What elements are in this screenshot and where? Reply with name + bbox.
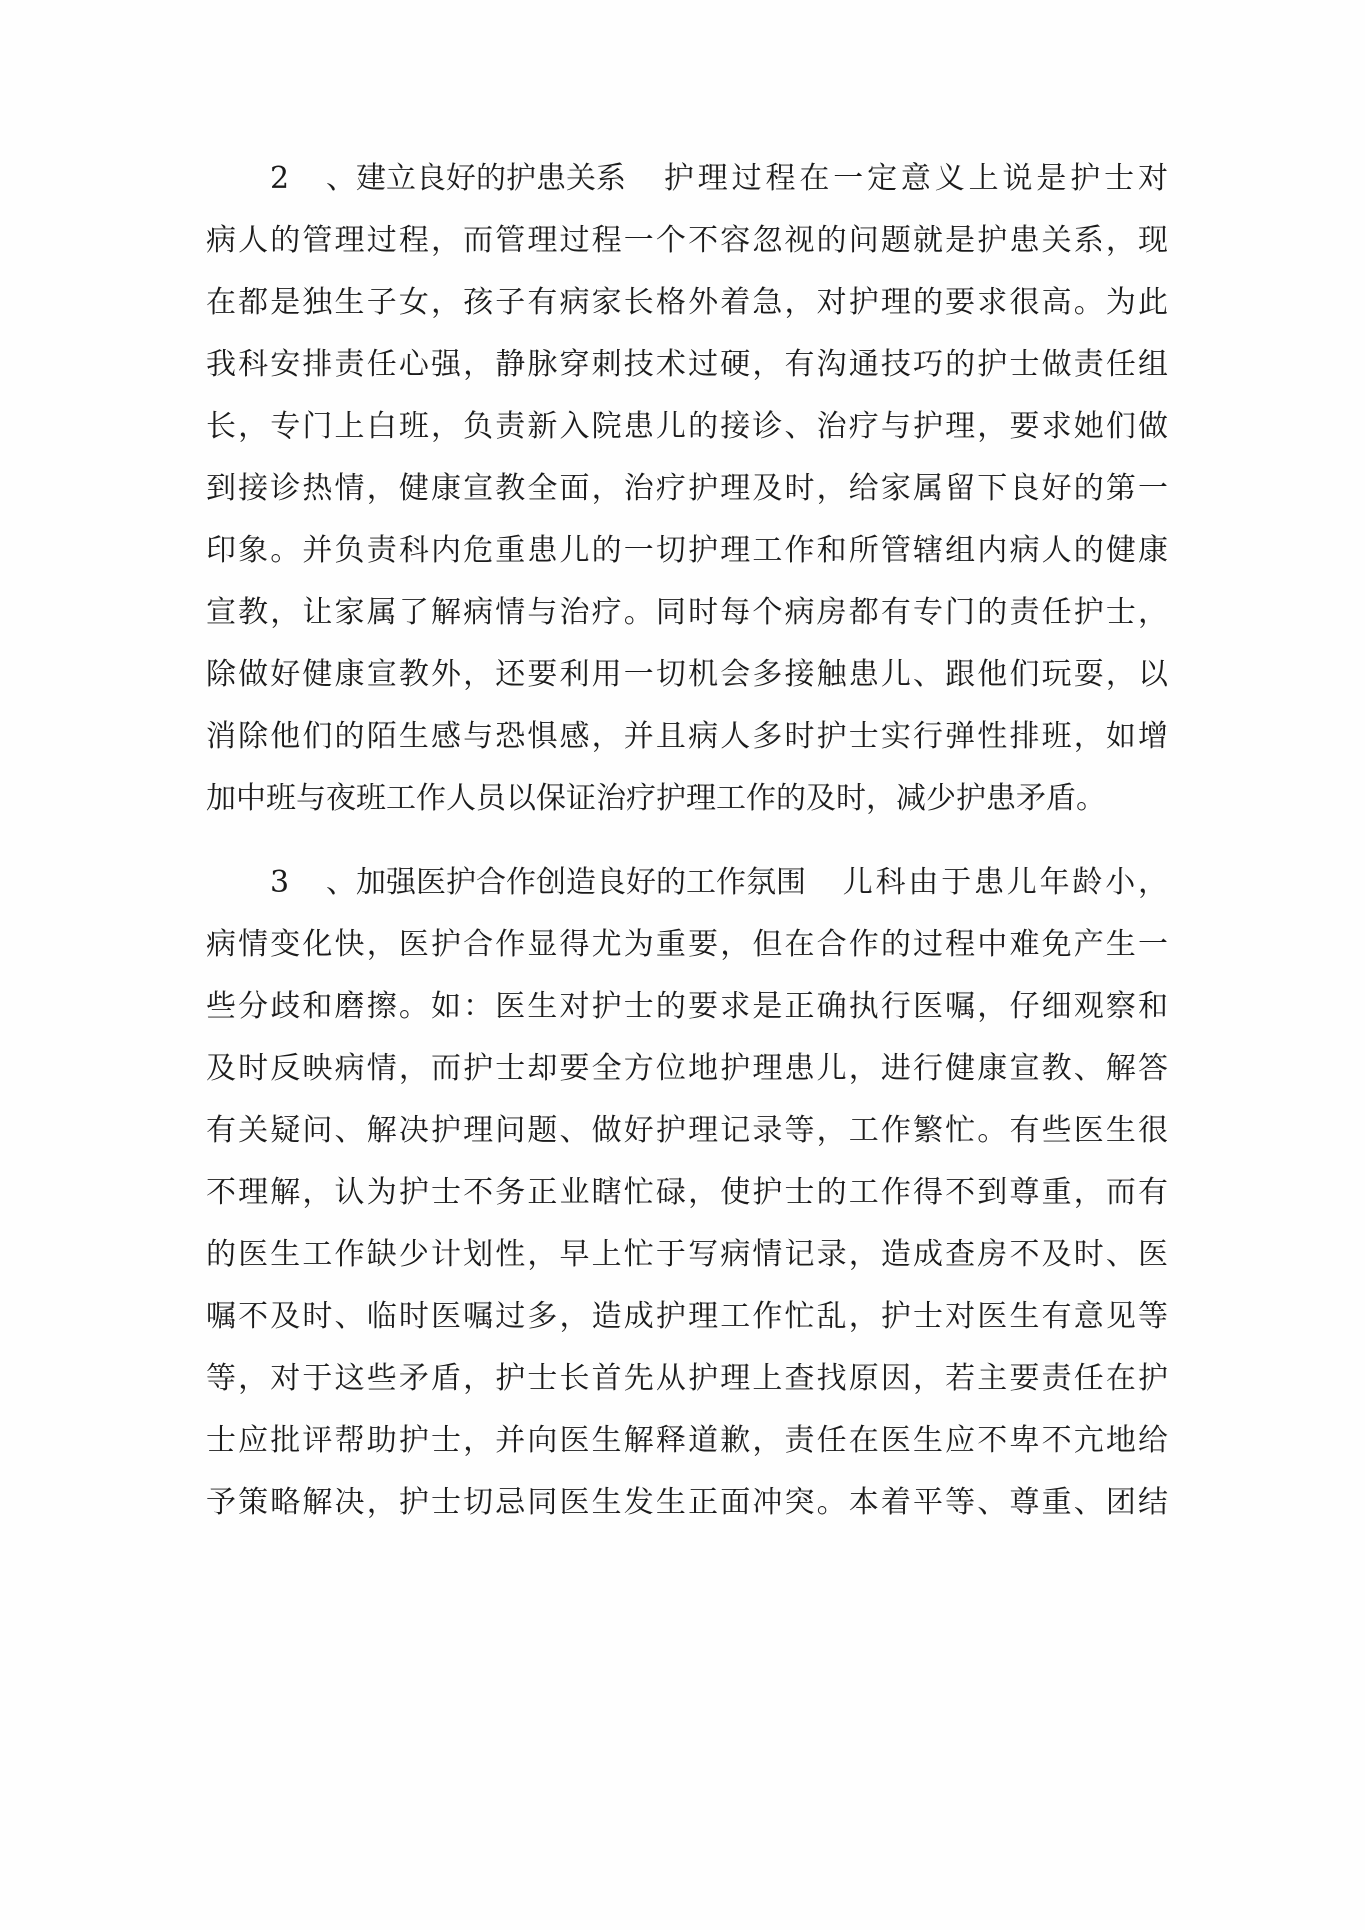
text-line: 印象。并负责科内危重患儿的一切护理工作和所管辖组内病人的健康 <box>206 533 1168 568</box>
paragraph-nurse-patient-relationship <box>206 148 1168 830</box>
section-heading: 、建立良好的护患关系 <box>326 161 626 196</box>
text-line: 宣教，让家属了解病情与治疗。同时每个病房都有专门的责任护士， <box>206 595 1168 630</box>
text-line: 到接诊热情，健康宣教全面，治疗护理及时，给家属留下良好的第一 <box>206 471 1168 506</box>
text-line: 予策略解决，护士切忌同医生发生正面冲突。本着平等、尊重、团结 <box>206 1485 1168 1520</box>
text-line: 有关疑问、解决护理问题、做好护理记录等，工作繁忙。有些医生很 <box>206 1113 1168 1148</box>
text-line: 些分歧和磨擦。如：医生对护士的要求是正确执行医嘱，仔细观察和 <box>206 989 1168 1024</box>
text-line: 及时反映病情，而护士却要全方位地护理患儿，进行健康宣教、解答 <box>206 1051 1168 1086</box>
text-line: 在都是独生子女，孩子有病家长格外着急，对护理的要求很高。为此 <box>206 285 1168 320</box>
paragraph-first-line <box>206 852 1168 914</box>
section-number: 2 <box>270 161 290 196</box>
text-line: 不理解，认为护士不务正业瞎忙碌，使护士的工作得不到尊重，而有 <box>206 1175 1168 1210</box>
section-number: 3 <box>270 865 290 900</box>
text-line: 消除他们的陌生感与恐惧感，并且病人多时护士实行弹性排班，如增 <box>206 719 1168 754</box>
document-body <box>206 148 1168 1534</box>
paragraph-doctor-nurse-cooperation <box>206 852 1168 1534</box>
body-text: 护理过程在一定意义上说是护士对 <box>660 161 1168 196</box>
text-line: 等，对于这些矛盾，护士长首先从护理上查找原因，若主要责任在护 <box>206 1361 1168 1396</box>
text-line: 长，专门上白班，负责新入院患儿的接诊、治疗与护理，要求她们做 <box>206 409 1168 444</box>
text-line: 除做好健康宣教外，还要利用一切机会多接触患儿、跟他们玩耍，以 <box>206 657 1168 692</box>
text-line: 士应批评帮助护士，并向医生解释道歉，责任在医生应不卑不亢地给 <box>206 1423 1168 1458</box>
body-text: 儿科由于患儿年龄小， <box>840 865 1168 900</box>
text-line: 的医生工作缺少计划性，早上忙于写病情记录，造成查房不及时、医 <box>206 1237 1168 1272</box>
text-line: 病情变化快，医护合作显得尤为重要，但在合作的过程中难免产生一 <box>206 927 1168 962</box>
text-line: 我科安排责任心强，静脉穿刺技术过硬，有沟通技巧的护士做责任组 <box>206 347 1168 382</box>
text-line: 病人的管理过程，而管理过程一个不容忽视的问题就是护患关系，现 <box>206 223 1168 258</box>
paragraph-first-line <box>206 148 1168 210</box>
text-line: 嘱不及时、临时医嘱过多，造成护理工作忙乱，护士对医生有意见等 <box>206 1299 1168 1334</box>
text-line: 加中班与夜班工作人员以保证治疗护理工作的及时，减少护患矛盾。 <box>206 781 1106 816</box>
section-heading: 、加强医护合作创造良好的工作氛围 <box>326 865 806 900</box>
